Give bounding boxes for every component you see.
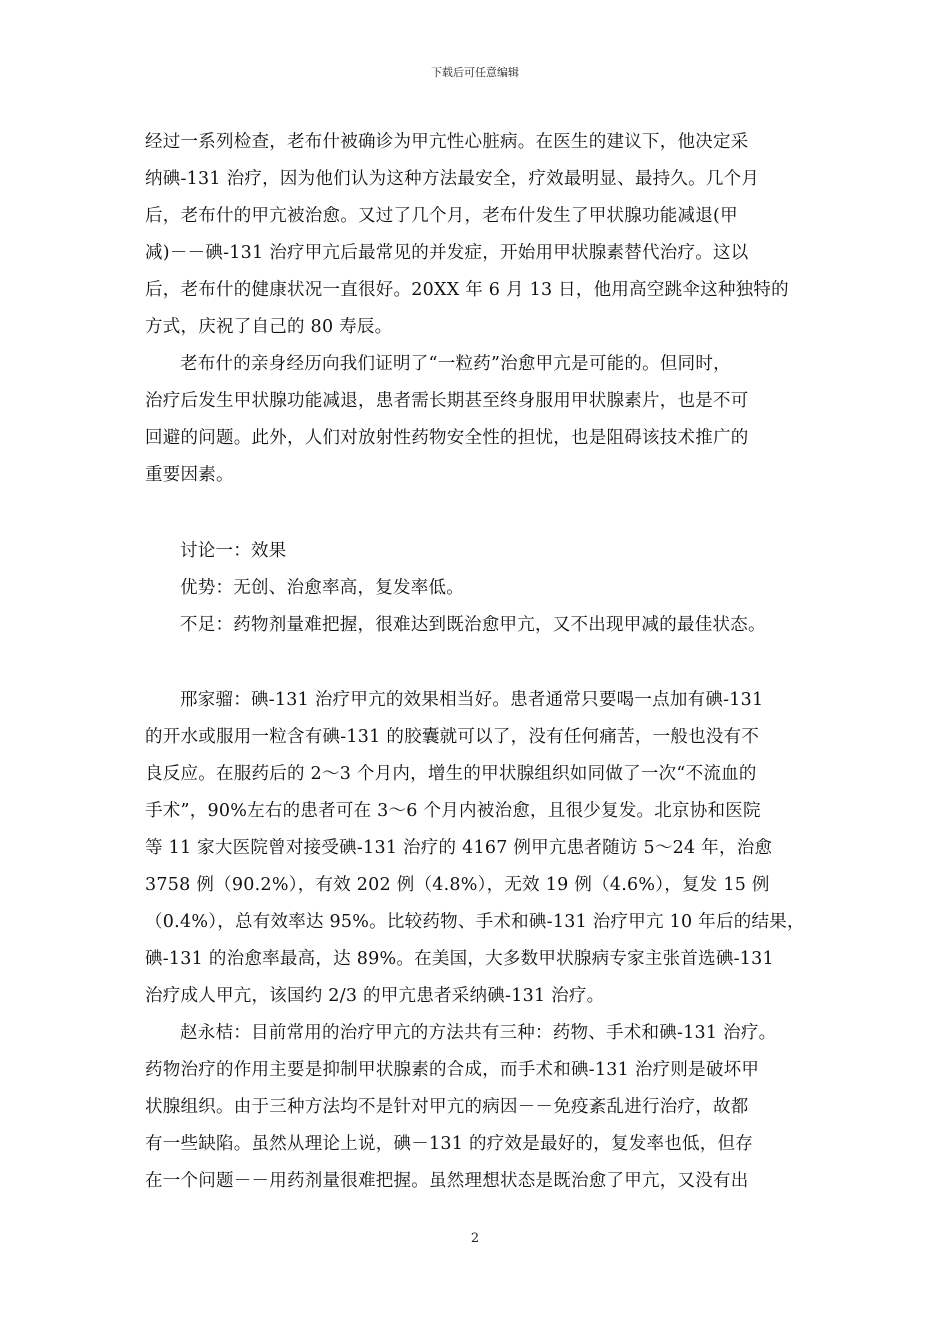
discussion-shortcoming: 不足：药物剂量难把握，很难达到既治愈甲亢，又不出现甲减的最佳状态。 <box>180 615 766 635</box>
text-line: 良反应。在服药后的 2～3 个月内，增生的甲状腺组织如同做了一次“不流血的 <box>145 764 757 784</box>
text-line: 3758 例（90.2%），有效 202 例（4.8%），无效 19 例（4.6%），复发 15 例 <box>145 875 770 895</box>
text-line: 治疗成人甲亢，该国约 2/3 的甲亢患者采纳碘-131 治疗。 <box>145 986 605 1006</box>
paragraph-zhao-yongjie <box>145 1015 810 1200</box>
text-line: 减)－－碘-131 治疗甲亢后最常见的并发症，开始用甲状腺素替代治疗。这以 <box>145 243 749 263</box>
text-line: 治疗后发生甲状腺功能减退，患者需长期甚至终身服用甲状腺素片，也是不可 <box>145 391 749 411</box>
text-line: 赵永桔：目前常用的治疗甲亢的方法共有三种：药物、手术和碘-131 治疗。 <box>180 1023 777 1043</box>
paragraph-bush-diagnosis <box>145 124 810 346</box>
text-line: 回避的问题。此外，人们对放射性药物安全性的担忧，也是阻碍该技术推广的 <box>145 428 749 448</box>
text-line: 老布什的亲身经历向我们证明了“一粒药”治愈甲亢是可能的。但同时， <box>180 354 731 374</box>
text-line: 纳碘-131 治疗，因为他们认为这种方法最安全，疗效最明显、最持久。几个月 <box>145 169 760 189</box>
text-line: 药物治疗的作用主要是抑制甲状腺素的合成，而手术和碘-131 治疗则是破坏甲 <box>145 1060 760 1080</box>
discussion-title: 讨论一：效果 <box>180 541 287 561</box>
text-line: 碘-131 的治愈率最高，达 89%。在美国，大多数甲状腺病专家主张首选碘-131 <box>145 949 774 969</box>
text-line: 状腺组织。由于三种方法均不是针对甲亢的病因－－免疫紊乱进行治疗，故都 <box>145 1097 749 1117</box>
paragraph-xing-jialiu <box>145 682 810 1015</box>
text-line: 的开水或服用一粒含有碘-131 的胶囊就可以了，没有任何痛苦，一般也没有不 <box>145 727 760 747</box>
text-line: 重要因素。 <box>145 465 234 485</box>
discussion-advantage: 优势：无创、治愈率高，复发率低。 <box>180 578 464 598</box>
paragraph-bush-experience <box>145 346 810 494</box>
text-line: 等 11 家大医院曾对接受碘-131 治疗的 4167 例甲亢患者随访 5～24 年，治愈 <box>145 838 773 858</box>
page-number: 2 <box>470 1231 480 1246</box>
text-line: 经过一系列检查，老布什被确诊为甲亢性心脏病。在医生的建议下，他决定采 <box>145 132 749 152</box>
discussion-section <box>145 533 810 644</box>
text-line: 邢家骝：碘-131 治疗甲亢的效果相当好。患者通常只要喝一点加有碘-131 <box>180 690 764 710</box>
text-line: 手术”，90%左右的患者可在 3～6 个月内被治愈，且很少复发。北京协和医院 <box>145 801 761 821</box>
text-line: 在一个问题－－用药剂量很难把握。虽然理想状态是既治愈了甲亢，又没有出 <box>145 1171 749 1191</box>
text-line: 有一些缺陷。虽然从理论上说，碘－131 的疗效是最好的，复发率也低，但存 <box>145 1134 753 1154</box>
text-line: 后，老布什的健康状况一直很好。20XX 年 6 月 13 日，他用高空跳伞这种独特的 <box>145 280 789 300</box>
text-line: 后，老布什的甲亢被治愈。又过了几个月，老布什发生了甲状腺功能减退(甲 <box>145 206 738 226</box>
text-line: 方式，庆祝了自己的 80 寿辰。 <box>145 317 393 337</box>
text-line: （0.4%），总有效率达 95%。比较药物、手术和碘-131 治疗甲亢 10 年后的结果， <box>145 912 805 932</box>
page-header: 下载后可任意编辑 <box>431 66 519 79</box>
